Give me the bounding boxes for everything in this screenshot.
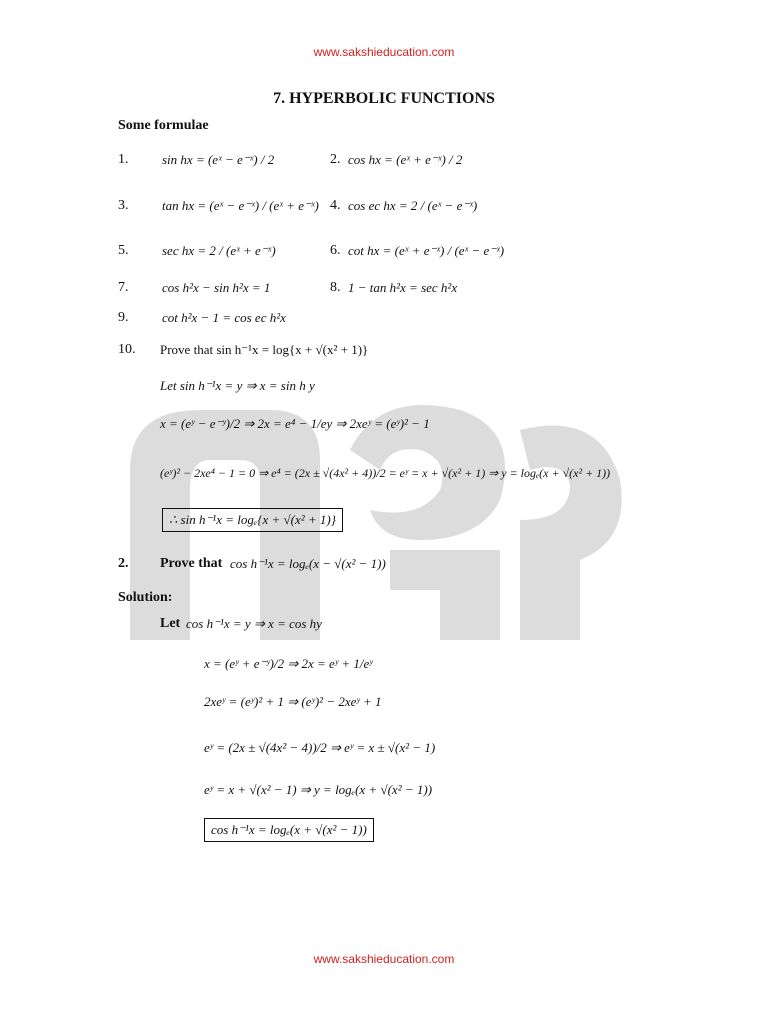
- proof-step: (eʸ)² − 2xe⁴ − 1 = 0 ⇒ e⁴ = (2x ± √(4x² + 4))/2 = eʸ = x + √(x² + 1) ⇒ y = logₑ(x + √(x² + 1)): [160, 466, 611, 480]
- section-subtitle: Some formulae: [118, 118, 209, 133]
- result-box: ∴ sin h⁻¹x = logₑ{x + √(x² + 1)}: [162, 508, 343, 532]
- formula-number: 3.: [118, 198, 129, 213]
- formula-expression: sin hx = (eˣ − e⁻ˣ) / 2: [162, 152, 275, 167]
- formula-number: 5.: [118, 243, 129, 258]
- formula-number: 1.: [118, 152, 129, 167]
- formula-expression: cos ec hx = 2 / (eˣ − e⁻ˣ): [348, 198, 478, 213]
- formula-expression: cot h²x − 1 = cos ec h²x: [162, 310, 286, 325]
- solution-label: Solution:: [118, 590, 173, 605]
- formula-number: 9.: [118, 310, 129, 325]
- formula-number: 4.: [330, 198, 341, 213]
- proof-step: Let sin h⁻¹x = y ⇒ x = sin h y: [160, 378, 315, 393]
- result-box: cos h⁻¹x = logₑ(x + √(x² − 1)): [204, 818, 374, 842]
- proof-step: x = (eʸ + e⁻ʸ)/2 ⇒ 2x = eʸ + 1/eʸ: [204, 656, 373, 671]
- proof-step: x = (eʸ − e⁻ʸ)/2 ⇒ 2x = e⁴ − 1/ey ⇒ 2xeʸ = (eʸ)² − 1: [160, 416, 430, 431]
- formula-expression: cos hx = (eˣ + e⁻ˣ) / 2: [348, 152, 463, 167]
- formula-number: 8.: [330, 280, 341, 295]
- problem-label: Prove that: [160, 556, 223, 571]
- formula-expression: cot hx = (eˣ + e⁻ˣ) / (eˣ − e⁻ˣ): [348, 243, 505, 258]
- problem-number: 10.: [118, 342, 136, 357]
- formula-number: 2.: [330, 152, 341, 167]
- formula-expression: 1 − tan h²x = sec h²x: [348, 280, 458, 295]
- proof-step: cos h⁻¹x = y ⇒ x = cos hy: [186, 616, 322, 631]
- header-url[interactable]: www.sakshieducation.com: [313, 45, 455, 59]
- problem-number: 2.: [118, 556, 129, 571]
- proof-step: eʸ = x + √(x² − 1) ⇒ y = logₑ(x + √(x² − 1)): [204, 782, 433, 797]
- proof-step: eʸ = (2x ± √(4x² − 4))/2 ⇒ eʸ = x ± √(x² − 1): [204, 740, 436, 755]
- problem-statement: Prove that sin h⁻¹x = log{x + √(x² + 1)}: [160, 342, 369, 357]
- formula-number: 6.: [330, 243, 341, 258]
- formula-expression: tan hx = (eˣ − e⁻ˣ) / (eˣ + e⁻ˣ): [162, 198, 319, 213]
- formula-expression: cos h²x − sin h²x = 1: [162, 280, 271, 295]
- proof-step: 2xeʸ = (eʸ)² + 1 ⇒ (eʸ)² − 2xeʸ + 1: [204, 694, 382, 709]
- formula-number: 7.: [118, 280, 129, 295]
- problem-statement: cos h⁻¹x = logₑ(x − √(x² − 1)): [230, 556, 386, 571]
- let-label: Let: [160, 616, 181, 631]
- formula-expression: sec hx = 2 / (eˣ + e⁻ˣ): [162, 243, 276, 258]
- footer-url[interactable]: www.sakshieducation.com: [313, 952, 455, 966]
- page-title: 7. HYPERBOLIC FUNCTIONS: [273, 90, 495, 107]
